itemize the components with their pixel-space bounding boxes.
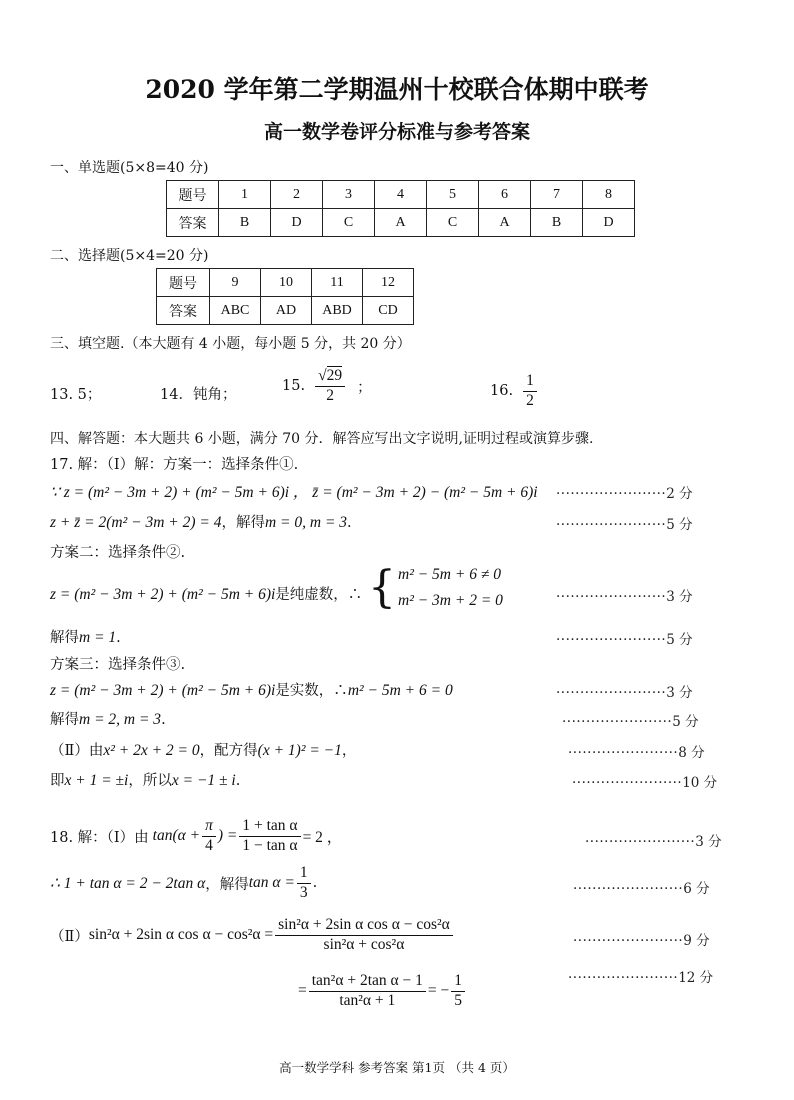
table-cell: 6 (479, 181, 531, 209)
page-title: 2020 学年第二学期温州十校联合体期中联考 (145, 75, 649, 104)
q18-score1: ·······················3 分 (585, 834, 722, 850)
section3-heading: 三、填空题.（本大题有 4 小题，每小题 5 分，共 20 分） (50, 336, 411, 352)
table-cell: ABC (210, 297, 261, 325)
fill-answer-14-text: 钝角； (192, 387, 237, 403)
table-cell: 12 (363, 269, 414, 297)
q17-score2: ·······················5 分 (556, 517, 693, 533)
q17-part2-line2: 即x + 1 = ±i，所以x = −1 ± i. (50, 772, 241, 789)
q17-score7: ·······················8 分 (568, 745, 705, 761)
q18-line4: = $\frac{\text{tan²α + 2tan α − 1}}{\text{tan²α + 1}}$ = − $\frac{1}{5}$ (298, 972, 467, 1010)
q18-score2: ·······················6 分 (573, 881, 710, 897)
q17-line1: ∵ z = (m² − 3m + 2) + (m² − 5m + 6)i ， z̄ = (m² − 3m + 2) − (m² − 5m + 6)i (50, 484, 538, 501)
fill-answer-16: 16. $\frac{1}{2}$ (490, 372, 539, 410)
table-cell: 2 (271, 181, 323, 209)
page-footer: 高一数学学科 参考答案 第1页 （共 4 页） (279, 1060, 515, 1075)
q17-score8: ·······················10 分 (572, 775, 718, 791)
table-row-label: 答案 (157, 297, 210, 325)
table-cell: 5 (427, 181, 479, 209)
table-cell: B (219, 209, 271, 237)
table-cell: 9 (210, 269, 261, 297)
table-cell: D (583, 209, 635, 237)
table-row-label: 题号 (167, 181, 219, 209)
q17-part2-line1: （Ⅱ）由x² + 2x + 2 = 0，配方得(x + 1)² = −1， (50, 742, 357, 759)
q18-line3: （Ⅱ） sin²α + 2sin α cos α − cos²α = $\frac{\text{sin²α + 2sin α cos α − cos²α}}{\text{sin²α + cos²α}}$ (50, 916, 455, 954)
table-cell: A (375, 209, 427, 237)
section1-heading: 一、单选题(5×8=40 分) (50, 160, 209, 176)
table-cell: C (427, 209, 479, 237)
table-cell: 1 (219, 181, 271, 209)
q17-score6: ·······················5 分 (562, 714, 699, 730)
fill-answer-15: 15. $\frac{√29}{2}$ ； (282, 367, 372, 404)
q17-line6: 解得m = 2, m = 3. (50, 711, 166, 728)
single-choice-answer-table (166, 180, 635, 237)
q18-line2: ∴ 1 + tan α = 2 − 2tan α ，解得 tan α = $\frac{1}{3}$ . (50, 864, 318, 901)
table-cell: B (531, 209, 583, 237)
section2-heading: 二、选择题(5×4=20 分) (50, 248, 209, 264)
q18-score3: ·······················9 分 (573, 933, 710, 949)
fill-answer-14: 14．钝角； (160, 387, 237, 403)
q17-line4: 解得m = 1. (50, 629, 121, 646)
table-cell: A (479, 209, 531, 237)
q17-condition-system: { m² − 5m + 6 ≠ 0 m² − 3m + 2 = 0 (368, 562, 503, 613)
q17-score1: ·······················2 分 (556, 486, 693, 502)
q18-line1: 18. 解：（Ⅰ）由 tan(α + $\frac{\pi}{4}$ ) = $\frac{\text{1 + tan α}}{\text{1 − tan α}}$ = 2 ， (50, 817, 343, 854)
table-cell: 3 (323, 181, 375, 209)
table-row-label: 题号 (157, 269, 210, 297)
table-cell: 11 (312, 269, 363, 297)
multi-choice-answer-table (156, 268, 414, 325)
table-cell: D (271, 209, 323, 237)
table-cell: 8 (583, 181, 635, 209)
table-cell: 7 (531, 181, 583, 209)
table-cell: C (323, 209, 375, 237)
q17-plan3: 方案三：选择条件③. (50, 657, 186, 673)
table-cell: 10 (261, 269, 312, 297)
q17-score3: ·······················3 分 (556, 589, 693, 605)
table-cell: ABD (312, 297, 363, 325)
q18-score4: ·······················12 分 (568, 970, 714, 986)
q17-intro: 17. 解：（Ⅰ）解：方案一：选择条件①. (50, 457, 299, 473)
page-subtitle: 高一数学卷评分标准与参考答案 (263, 121, 530, 143)
q17-line2: z + z̄ = 2(m² − 3m + 2) = 4，解得m = 0, m = 3. (50, 514, 352, 531)
q17-line5: z = (m² − 3m + 2) + (m² − 5m + 6)i是实数，∴m² − 5m + 6 = 0 (50, 682, 453, 699)
table-cell: 4 (375, 181, 427, 209)
table-cell: CD (363, 297, 414, 325)
table-row-label: 答案 (167, 209, 219, 237)
fill-answer-13: 13. 5； (50, 387, 102, 403)
q17-line3: z = (m² − 3m + 2) + (m² − 5m + 6)i是纯虚数，∴ (50, 586, 363, 603)
table-cell: AD (261, 297, 312, 325)
q17-score5: ·······················3 分 (556, 685, 693, 701)
q17-score4: ·······················5 分 (556, 632, 693, 648)
section4-heading: 四、解答题：本大题共 6 小题，满分 70 分．解答应写出文字说明,证明过程或演算步骤. (50, 431, 594, 447)
q17-plan2: 方案二：选择条件②. (50, 545, 186, 561)
